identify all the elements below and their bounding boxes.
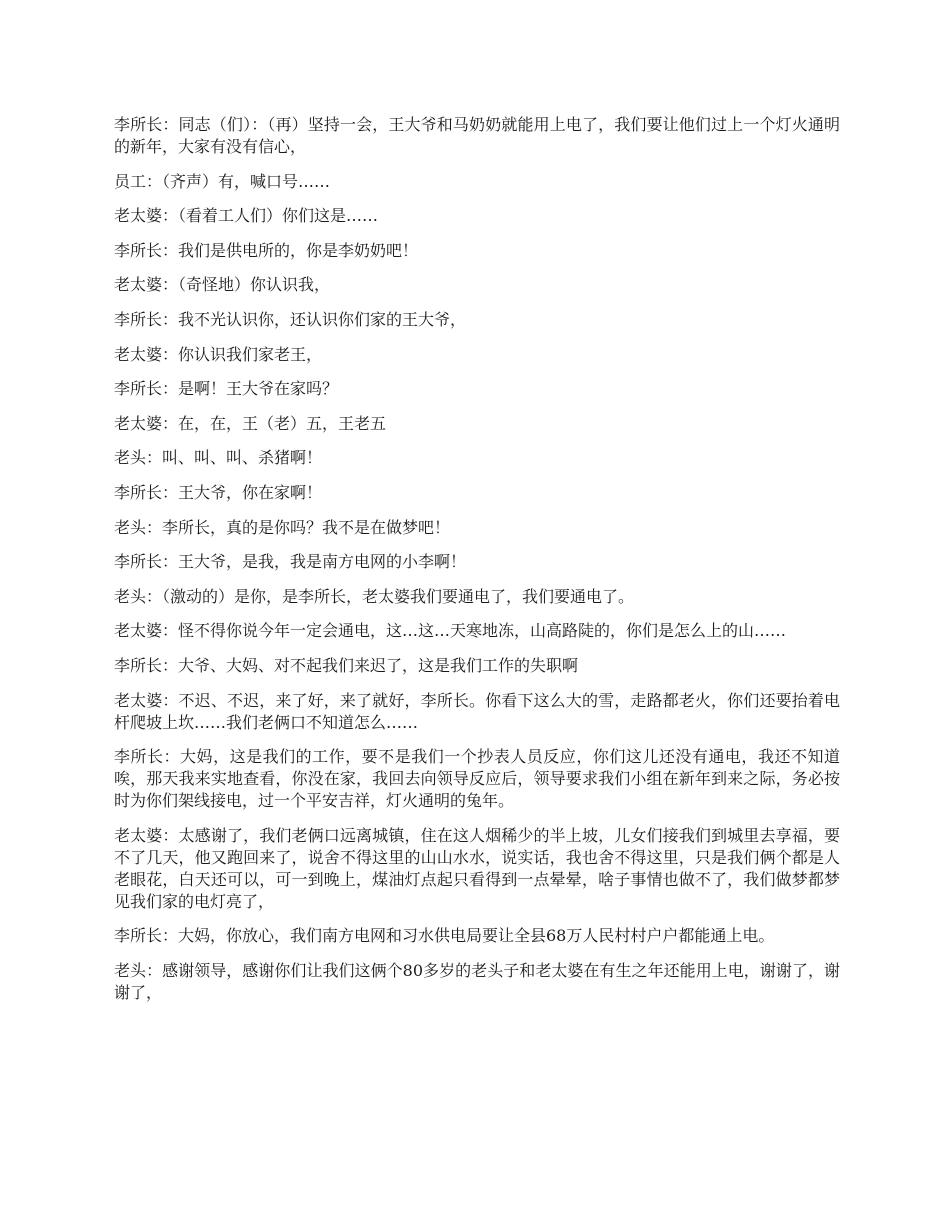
dialogue-line: 李所长：大爷、大妈、对不起我们来迟了，这是我们工作的失职啊 [114, 655, 579, 675]
dialogue-line: 老太婆：不迟、不迟，来了好，来了就好，李所长。你看下这么大的雪，走路都老火，你们还要抬着电杆爬坡上坎……我们老俩口不知道怎么…… [114, 690, 840, 732]
dialogue-line: 员工：（齐声）有，喊口号…… [114, 171, 331, 191]
dialogue-line: 老太婆：太感谢了，我们老俩口远离城镇，住在这人烟稀少的半上坡，儿女们接我们到城里去享福，要不了几天，他又跑回来了，说舍不得这里的山山水水，说实话，我也舍不得这里，只是我们俩个都是人老眼花，白天还可以，可一到晚上，煤油灯点起只看得到一点晕晕，啥子事情也做不了，我们做梦都梦见我们家的电灯亮了， [114, 825, 840, 911]
dialogue-line: 李所长：王大爷，是我，我是南方电网的小李啊！ [114, 552, 467, 572]
dialogue-line: 李所长：王大爷，你在家啊！ [114, 482, 323, 502]
dialogue-line: 老太婆：（看着工人们）你们这是…… [114, 206, 379, 226]
dialogue-line: 李所长：大妈，你放心，我们南方电网和习水供电局要让全县68万人民村村户户都能通上电。 [114, 926, 775, 946]
dialogue-line: 李所长：是啊！王大爷在家吗？ [114, 379, 339, 399]
dialogue-line: 老头：感谢领导，感谢你们让我们这俩个80多岁的老头子和老太婆在有生之年还能用上电，谢谢了，谢谢了， [114, 960, 840, 1002]
dialogue-line: 老太婆：怪不得你说今年一定会通电，这…这…天寒地冻，山高路陡的，你们是怎么上的山…… [114, 621, 787, 641]
dialogue-line: 老太婆：你认识我们家老王， [114, 344, 323, 364]
dialogue-line: 李所长：大妈，这是我们的工作，要不是我们一个抄表人员反应，你们这儿还没有通电，我还不知道唉，那天我来实地查看，你没在家，我回去向领导反应后，领导要求我们小组在新年到来之际，务必按时为你们架线接电，过一个平安吉祥，灯火通明的兔年。 [114, 747, 840, 811]
dialogue-line: 李所长：我不光认识你，还认识你们家的王大爷， [114, 309, 467, 329]
dialogue-line: 李所长：我们是供电所的，你是李奶奶吧！ [114, 240, 419, 260]
dialogue-line: 老头：叫、叫、叫、杀猪啊！ [114, 448, 323, 468]
dialogue-line: 老头：李所长，真的是你吗？我不是在做梦吧！ [114, 517, 451, 537]
dialogue-line: 老太婆：（奇怪地）你认识我， [114, 275, 331, 295]
dialogue-line: 老头：（激动的）是你，是李所长，老太婆我们要通电了，我们要通电了。 [114, 586, 635, 606]
document-body [114, 114, 840, 1016]
dialogue-line: 老太婆：在，在，王（老）五，王老五 [114, 413, 387, 433]
dialogue-line: 李所长：同志（们）：（再）坚持一会，王大爷和马奶奶就能用上电了，我们要让他们过上一个灯火通明的新年，大家有没有信心， [114, 115, 840, 156]
